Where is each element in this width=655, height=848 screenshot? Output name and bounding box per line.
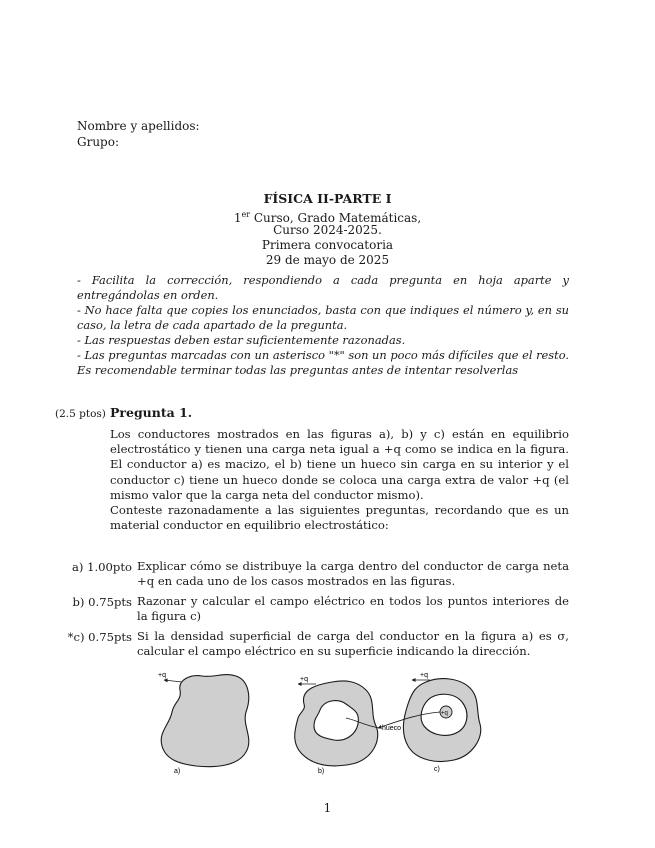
charge-label: +q: [300, 676, 308, 683]
exam-date: 29 de mayo de 2025: [265, 253, 390, 267]
subquestion-label: *c) 0.75pts: [67, 630, 132, 644]
question-title: Pregunta 1.: [110, 405, 193, 420]
instruction-item: - Las preguntas marcadas con un asterisco "*" son un poco más difíciles que el resto. Es recomendable terminar todas las preguntas antes de intentar resolverlas: [77, 348, 569, 377]
question-paragraph: Conteste razonadamente a las siguientes preguntas, recordando que es un material conductor en equilibrio electrostático:: [110, 503, 569, 533]
subquestion-text: Razonar y calcular el campo eléctrico en todos los puntos interiores de la figura c): [137, 594, 569, 624]
course-sup: er: [241, 210, 251, 219]
exam-call: Primera convocatoria: [261, 238, 394, 252]
conductor-c: [378, 672, 481, 773]
question-paragraph: Los conductores mostrados en las figuras a), b) y c) están en equilibrio electrostático y tienen una carga neta igual a +q como se indica en la figura. El conductor a) es macizo, el b) tiene un hueco sin carga en su interior y el conductor c) tiene un hueco donde se coloca una carga extra de valor +q (el mismo valor que la carga neta del conductor mismo).: [110, 427, 569, 502]
conductor-a-body: [161, 675, 249, 767]
instruction-item: - No hace falta que copies los enunciados, basta con que indiques el número y, en su caso, la letra de cada apartado de la pregunta.: [77, 303, 569, 332]
academic-year: Curso 2024-2025.: [273, 223, 382, 237]
caption-c: c): [434, 766, 440, 773]
conductors-figure: [150, 668, 490, 783]
conductor-a: [158, 672, 249, 775]
subquestion-text: Explicar cómo se distribuye la carga dentro del conductor de carga neta +q en cada uno de los casos mostrados en las figuras.: [137, 559, 569, 589]
page-number: 1: [323, 801, 332, 815]
charge-arrow: [164, 680, 182, 682]
group-label: Grupo:: [77, 135, 119, 149]
caption-a: a): [174, 768, 181, 775]
subquestion-label: a) 1.00pto: [72, 560, 132, 574]
instruction-item: - Facilita la corrección, respondiendo a cada pregunta en hoja aparte y entregándolas en orden.: [77, 273, 569, 302]
question-points: (2.5 ptos): [55, 408, 106, 420]
charge-label: +q: [420, 672, 428, 679]
inner-charge-label: +q: [441, 710, 448, 717]
instruction-item: - Las respuestas deben estar suficientemente razonadas.: [77, 333, 406, 347]
course-rest: Curso, Grado Matemáticas,: [250, 211, 422, 225]
name-label: Nombre y apellidos:: [77, 119, 200, 133]
caption-b: b): [318, 768, 325, 775]
instructions: [77, 273, 569, 378]
charge-label: +q: [158, 672, 166, 679]
question-body: [110, 427, 569, 533]
exam-title: FÍSICA II-PARTE I: [263, 191, 392, 206]
subquestion-label: b) 0.75pts: [72, 595, 132, 609]
subquestion-text: Si la densidad superficial de carga del conductor en la figura a) es σ, calcular el campo eléctrico en su superficie indicando la dirección.: [137, 629, 569, 659]
course-prefix: 1: [233, 211, 242, 225]
hole-label: hueco: [382, 725, 402, 732]
